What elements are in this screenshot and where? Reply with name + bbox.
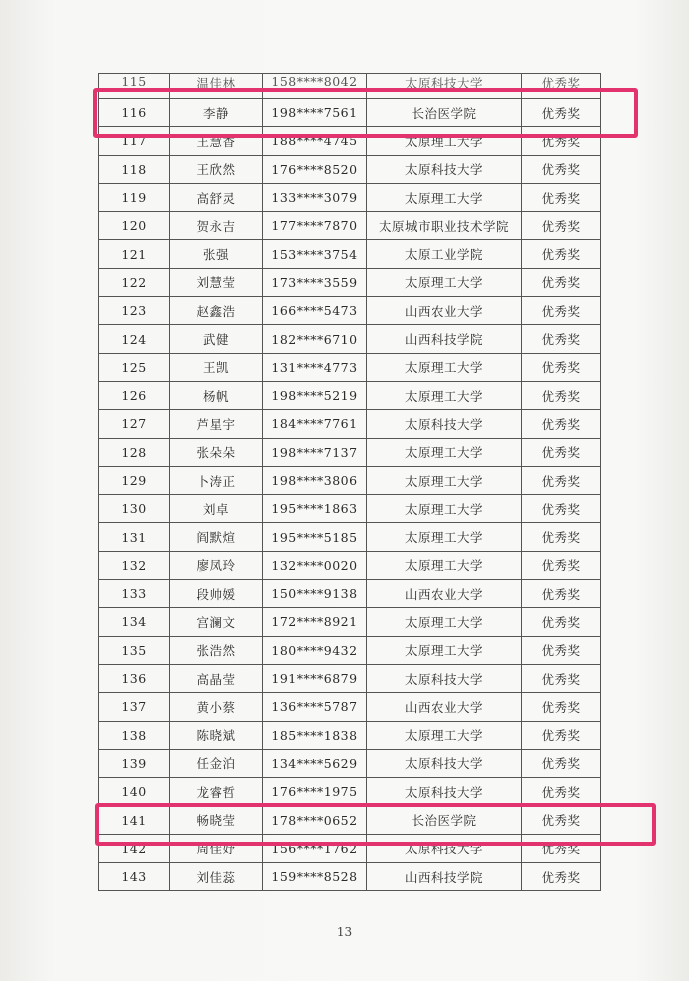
phone-cell: 182****6710 xyxy=(263,325,367,353)
row-number-cell: 132 xyxy=(99,551,170,579)
award-cell: 优秀奖 xyxy=(522,127,601,155)
school-cell: 太原理工大学 xyxy=(367,466,522,494)
name-cell: 张朵朵 xyxy=(170,438,263,466)
school-cell: 太原科技大学 xyxy=(367,74,522,99)
name-cell: 任金泊 xyxy=(170,749,263,777)
name-cell: 张浩然 xyxy=(170,636,263,664)
table-row xyxy=(99,749,601,777)
table-row xyxy=(99,693,601,721)
award-cell: 优秀奖 xyxy=(522,410,601,438)
phone-cell: 172****8921 xyxy=(263,608,367,636)
award-cell: 优秀奖 xyxy=(522,721,601,749)
school-cell: 太原理工大学 xyxy=(367,608,522,636)
school-cell: 长治医学院 xyxy=(367,806,522,834)
table-row xyxy=(99,778,601,806)
name-cell: 陈晓斌 xyxy=(170,721,263,749)
row-number-cell: 121 xyxy=(99,240,170,268)
name-cell: 廖凤玲 xyxy=(170,551,263,579)
name-cell: 芦星宇 xyxy=(170,410,263,438)
award-cell: 优秀奖 xyxy=(522,183,601,211)
table-row xyxy=(99,297,601,325)
phone-cell: 195****5185 xyxy=(263,523,367,551)
phone-cell: 180****9432 xyxy=(263,636,367,664)
name-cell: 王欣然 xyxy=(170,155,263,183)
award-cell: 优秀奖 xyxy=(522,608,601,636)
row-number-cell: 139 xyxy=(99,749,170,777)
award-cell: 优秀奖 xyxy=(522,749,601,777)
awards-table-body xyxy=(99,74,601,891)
table-row xyxy=(99,580,601,608)
phone-cell: 176****8520 xyxy=(263,155,367,183)
school-cell: 山西科技学院 xyxy=(367,863,522,891)
award-cell: 优秀奖 xyxy=(522,580,601,608)
school-cell: 太原理工大学 xyxy=(367,551,522,579)
award-cell: 优秀奖 xyxy=(522,155,601,183)
table-row xyxy=(99,466,601,494)
name-cell: 温佳林 xyxy=(170,74,263,99)
table-row xyxy=(99,74,601,99)
table-row xyxy=(99,353,601,381)
name-cell: 武健 xyxy=(170,325,263,353)
phone-cell: 150****9138 xyxy=(263,580,367,608)
phone-cell: 176****1975 xyxy=(263,778,367,806)
name-cell: 高晶莹 xyxy=(170,664,263,692)
phone-cell: 177****7870 xyxy=(263,212,367,240)
name-cell: 刘慧莹 xyxy=(170,268,263,296)
row-number-cell: 136 xyxy=(99,664,170,692)
award-cell: 优秀奖 xyxy=(522,495,601,523)
name-cell: 张强 xyxy=(170,240,263,268)
phone-cell: 198****7561 xyxy=(263,99,367,127)
name-cell: 周佳妤 xyxy=(170,834,263,862)
name-cell: 段帅媛 xyxy=(170,580,263,608)
phone-cell: 153****3754 xyxy=(263,240,367,268)
table-row xyxy=(99,523,601,551)
school-cell: 太原科技大学 xyxy=(367,778,522,806)
award-cell: 优秀奖 xyxy=(522,693,601,721)
name-cell: 刘卓 xyxy=(170,495,263,523)
row-number-cell: 128 xyxy=(99,438,170,466)
award-cell: 优秀奖 xyxy=(522,381,601,409)
row-number-cell: 138 xyxy=(99,721,170,749)
phone-cell: 134****5629 xyxy=(263,749,367,777)
name-cell: 赵鑫浩 xyxy=(170,297,263,325)
school-cell: 太原理工大学 xyxy=(367,721,522,749)
school-cell: 太原城市职业技术学院 xyxy=(367,212,522,240)
award-cell: 优秀奖 xyxy=(522,863,601,891)
phone-cell: 198****7137 xyxy=(263,438,367,466)
school-cell: 太原理工大学 xyxy=(367,495,522,523)
row-number-cell: 120 xyxy=(99,212,170,240)
award-cell: 优秀奖 xyxy=(522,438,601,466)
school-cell: 山西科技学院 xyxy=(367,325,522,353)
row-number-cell: 118 xyxy=(99,155,170,183)
table-row xyxy=(99,608,601,636)
school-cell: 山西农业大学 xyxy=(367,297,522,325)
row-number-cell: 124 xyxy=(99,325,170,353)
school-cell: 长治医学院 xyxy=(367,99,522,127)
row-number-cell: 117 xyxy=(99,127,170,155)
award-cell: 优秀奖 xyxy=(522,778,601,806)
phone-cell: 188****4745 xyxy=(263,127,367,155)
table-row xyxy=(99,664,601,692)
award-cell: 优秀奖 xyxy=(522,240,601,268)
school-cell: 太原工业学院 xyxy=(367,240,522,268)
phone-cell: 133****3079 xyxy=(263,183,367,211)
row-number-cell: 116 xyxy=(99,99,170,127)
award-cell: 优秀奖 xyxy=(522,636,601,664)
phone-cell: 158****8042 xyxy=(263,74,367,99)
table-row xyxy=(99,410,601,438)
row-number-cell: 115 xyxy=(99,74,170,99)
school-cell: 太原理工大学 xyxy=(367,268,522,296)
award-cell: 优秀奖 xyxy=(522,664,601,692)
award-cell: 优秀奖 xyxy=(522,466,601,494)
school-cell: 太原科技大学 xyxy=(367,834,522,862)
award-cell: 优秀奖 xyxy=(522,74,601,99)
award-cell: 优秀奖 xyxy=(522,806,601,834)
name-cell: 畅晓莹 xyxy=(170,806,263,834)
phone-cell: 198****5219 xyxy=(263,381,367,409)
table-row xyxy=(99,636,601,664)
school-cell: 太原理工大学 xyxy=(367,381,522,409)
name-cell: 宫澜文 xyxy=(170,608,263,636)
row-number-cell: 142 xyxy=(99,834,170,862)
school-cell: 太原理工大学 xyxy=(367,183,522,211)
row-number-cell: 130 xyxy=(99,495,170,523)
row-number-cell: 133 xyxy=(99,580,170,608)
table-row xyxy=(99,155,601,183)
page-number: 13 xyxy=(336,925,353,939)
table-row xyxy=(99,438,601,466)
award-cell: 优秀奖 xyxy=(522,523,601,551)
phone-cell: 131****4773 xyxy=(263,353,367,381)
name-cell: 高舒灵 xyxy=(170,183,263,211)
award-cell: 优秀奖 xyxy=(522,353,601,381)
table-row xyxy=(99,834,601,862)
table-row xyxy=(99,212,601,240)
award-cell: 优秀奖 xyxy=(522,212,601,240)
table-row xyxy=(99,863,601,891)
school-cell: 太原理工大学 xyxy=(367,636,522,664)
table-row xyxy=(99,325,601,353)
name-cell: 贺永吉 xyxy=(170,212,263,240)
table-row xyxy=(99,495,601,523)
school-cell: 太原理工大学 xyxy=(367,438,522,466)
name-cell: 李静 xyxy=(170,99,263,127)
phone-cell: 173****3559 xyxy=(263,268,367,296)
school-cell: 太原科技大学 xyxy=(367,410,522,438)
table-row xyxy=(99,240,601,268)
table-row xyxy=(99,806,601,834)
row-number-cell: 127 xyxy=(99,410,170,438)
phone-cell: 132****0020 xyxy=(263,551,367,579)
table-row xyxy=(99,127,601,155)
row-number-cell: 134 xyxy=(99,608,170,636)
name-cell: 阎默煊 xyxy=(170,523,263,551)
table-row xyxy=(99,551,601,579)
row-number-cell: 137 xyxy=(99,693,170,721)
school-cell: 太原科技大学 xyxy=(367,749,522,777)
row-number-cell: 126 xyxy=(99,381,170,409)
awards-table xyxy=(98,73,601,891)
phone-cell: 184****7761 xyxy=(263,410,367,438)
award-cell: 优秀奖 xyxy=(522,325,601,353)
phone-cell: 198****3806 xyxy=(263,466,367,494)
name-cell: 黄小蔡 xyxy=(170,693,263,721)
phone-cell: 178****0652 xyxy=(263,806,367,834)
phone-cell: 185****1838 xyxy=(263,721,367,749)
school-cell: 山西农业大学 xyxy=(367,693,522,721)
name-cell: 杨帆 xyxy=(170,381,263,409)
row-number-cell: 123 xyxy=(99,297,170,325)
table-row xyxy=(99,99,601,127)
phone-cell: 136****5787 xyxy=(263,693,367,721)
phone-cell: 166****5473 xyxy=(263,297,367,325)
phone-cell: 159****8528 xyxy=(263,863,367,891)
row-number-cell: 122 xyxy=(99,268,170,296)
school-cell: 太原科技大学 xyxy=(367,664,522,692)
phone-cell: 156****1762 xyxy=(263,834,367,862)
row-number-cell: 129 xyxy=(99,466,170,494)
row-number-cell: 135 xyxy=(99,636,170,664)
table-row xyxy=(99,721,601,749)
phone-cell: 191****6879 xyxy=(263,664,367,692)
school-cell: 太原科技大学 xyxy=(367,155,522,183)
row-number-cell: 119 xyxy=(99,183,170,211)
row-number-cell: 131 xyxy=(99,523,170,551)
award-cell: 优秀奖 xyxy=(522,268,601,296)
award-cell: 优秀奖 xyxy=(522,551,601,579)
award-cell: 优秀奖 xyxy=(522,297,601,325)
name-cell: 王慧香 xyxy=(170,127,263,155)
school-cell: 太原理工大学 xyxy=(367,523,522,551)
school-cell: 太原理工大学 xyxy=(367,127,522,155)
row-number-cell: 140 xyxy=(99,778,170,806)
name-cell: 王凯 xyxy=(170,353,263,381)
award-cell: 优秀奖 xyxy=(522,99,601,127)
name-cell: 卜涛正 xyxy=(170,466,263,494)
award-cell: 优秀奖 xyxy=(522,834,601,862)
school-cell: 太原理工大学 xyxy=(367,353,522,381)
table-row xyxy=(99,183,601,211)
school-cell: 山西农业大学 xyxy=(367,580,522,608)
name-cell: 刘佳蕊 xyxy=(170,863,263,891)
row-number-cell: 143 xyxy=(99,863,170,891)
row-number-cell: 141 xyxy=(99,806,170,834)
table-row xyxy=(99,381,601,409)
table-row xyxy=(99,268,601,296)
name-cell: 龙睿哲 xyxy=(170,778,263,806)
row-number-cell: 125 xyxy=(99,353,170,381)
phone-cell: 195****1863 xyxy=(263,495,367,523)
